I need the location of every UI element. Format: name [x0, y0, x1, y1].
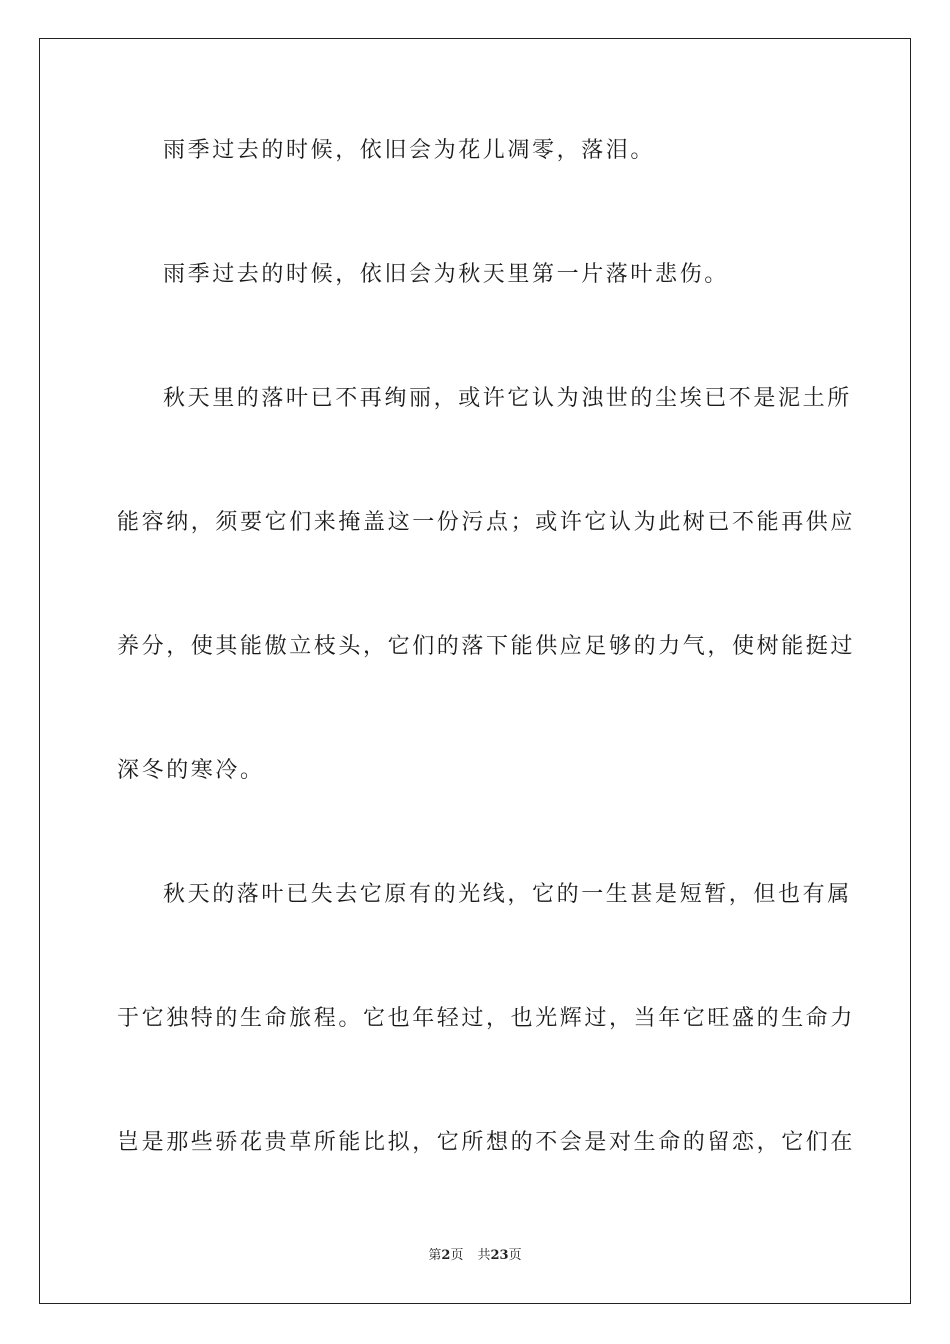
- paragraph-line: 秋天里的落叶已不再绚丽，或许它认为浊世的尘埃已不是泥土所: [163, 386, 852, 411]
- paragraph-line: 雨季过去的时候，依旧会为花儿凋零，落泪。: [163, 138, 656, 163]
- page-border: [39, 38, 911, 1304]
- paragraph-line: 雨季过去的时候，依旧会为秋天里第一片落叶悲伤。: [163, 262, 729, 287]
- page-suffix: 页: [450, 1248, 464, 1263]
- paragraph-line: 岂是那些骄花贵草所能比拟，它所想的不会是对生命的留恋，它们在: [117, 1130, 856, 1155]
- paragraph-line: 秋天的落叶已失去它原有的光线，它的一生甚是短暂，但也有属: [163, 882, 852, 907]
- total-suffix: 页: [508, 1248, 522, 1263]
- page-prefix: 第: [428, 1248, 442, 1263]
- total-pages-number: 23: [490, 1248, 509, 1263]
- paragraph-line: 能容纳，须要它们来掩盖这一份污点；或许它认为此树已不能再供应: [117, 510, 856, 535]
- paragraph-line: 于它独特的生命旅程。它也年轻过，也光辉过，当年它旺盛的生命力: [117, 1006, 856, 1031]
- page-number-label: [428, 1248, 463, 1263]
- paragraph-line: 养分，使其能傲立枝头，它们的落下能供应足够的力气，使树能挺过: [117, 634, 856, 659]
- total-prefix: 共: [477, 1248, 491, 1263]
- current-page-number: 2: [441, 1248, 451, 1263]
- paragraph-line: 深冬的寒冷。: [117, 758, 265, 783]
- total-pages-label: [477, 1248, 521, 1263]
- page-footer: [0, 1247, 950, 1265]
